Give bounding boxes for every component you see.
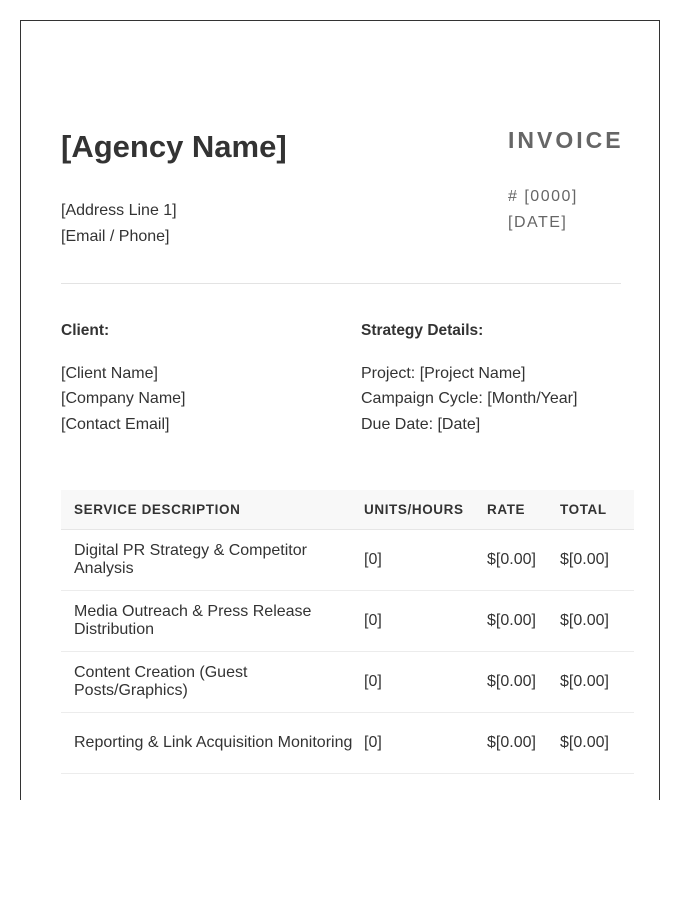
service-description: Digital PR Strategy & Competitor Analysis [61,530,364,591]
header-divider [61,283,621,284]
header-units-hours: UNITS/HOURS [364,490,487,530]
service-units: [0] [364,591,487,652]
client-heading: Client: [61,322,110,339]
service-rate: $[0.00] [487,530,560,591]
service-units: [0] [364,530,487,591]
table-row [61,591,634,652]
service-units: [0] [364,652,487,713]
services-table [61,490,634,774]
client-company: [Company Name] [61,390,186,407]
strategy-due-date: Due Date: [Date] [361,415,481,433]
service-description: Media Outreach & Press Release Distribution [61,591,364,652]
service-description: Content Creation (Guest Posts/Graphics) [61,652,364,713]
table-row [61,652,634,713]
client-email: [Contact Email] [61,415,170,433]
service-description: Reporting & Link Acquisition Monitoring [61,713,364,774]
header-service-description: SERVICE DESCRIPTION [61,490,364,530]
service-total: $[0.00] [560,713,634,774]
agency-email-phone: [Email / Phone] [61,228,170,245]
header-total: TOTAL [560,490,634,530]
agency-name: [Agency Name] [61,129,287,164]
table-row [61,530,634,591]
strategy-project: Project: [Project Name] [361,364,526,382]
service-rate: $[0.00] [487,713,560,774]
invoice-date: [DATE] [508,214,568,231]
agency-contact-block [61,198,177,250]
strategy-heading: Strategy Details: [361,322,484,339]
invoice-header-block [508,127,624,236]
table-row [61,713,634,774]
service-units: [0] [364,713,487,774]
service-total: $[0.00] [560,591,634,652]
invoice-number: # [0000] [508,188,578,205]
strategy-campaign-cycle: Campaign Cycle: [Month/Year] [361,390,578,407]
service-total: $[0.00] [560,652,634,713]
service-rate: $[0.00] [487,591,560,652]
invoice-page [20,20,660,800]
agency-address: [Address Line 1] [61,202,177,219]
invoice-title: INVOICE [508,127,624,153]
service-rate: $[0.00] [487,652,560,713]
client-section [61,318,186,437]
table-header-row [61,490,634,530]
header-rate: RATE [487,490,560,530]
invoice-meta [508,184,624,236]
service-total: $[0.00] [560,530,634,591]
strategy-section [361,318,577,437]
client-name: [Client Name] [61,364,158,382]
